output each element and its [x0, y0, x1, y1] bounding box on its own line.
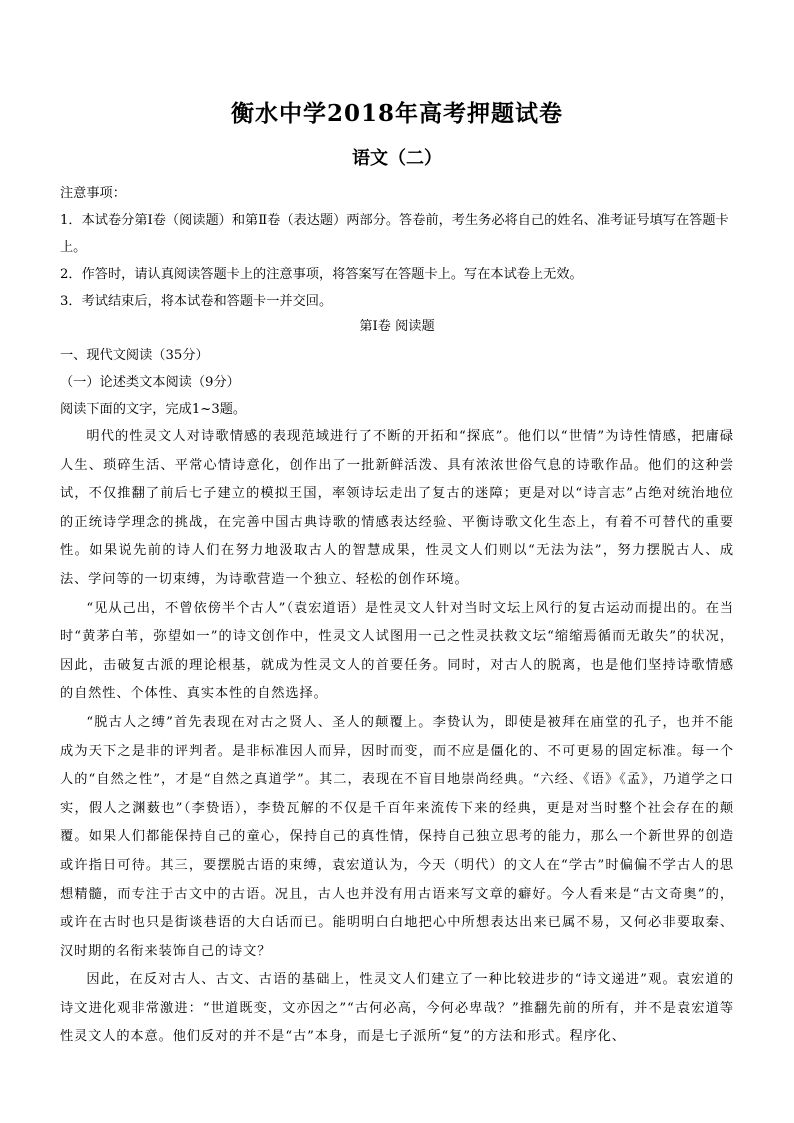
part-title: 一、现代文阅读（35分） [60, 348, 209, 363]
reading-passage [60, 423, 734, 1052]
section-headings [60, 342, 734, 423]
notes-block [60, 180, 734, 315]
passage-paragraph: 因此，在反对古人、古文、古语的基础上，性灵文人们建立了一种比较进步的“诗文递进”观。袁宏道的诗文进化观非常激进：“世道既变，文亦因之”“古何必高，今何必卑哉？”推翻先前的所有，并不是袁宏道等性灵文人的本意。他们反对的并不是“古”本身，而是七子派所“复”的方法和形式。程序化、 [60, 972, 734, 1045]
passage-paragraph: “脱古人之缚”首先表现在对古之贤人、圣人的颠覆上。李贽认为，即使是被拜在庙堂的孔子，也并不能成为天下之是非的评判者。是非标准因人而异，因时而变，而不应是僵化的、不可更易的固定标准。每一个人的“自然之性”，才是“自然之真道学”。其二，表现在不盲目地崇尚经典。“六经、《语》《孟》，乃道学之口实，假人之渊薮也”（李贽语），李贽瓦解的不仅是千百年来流传下来的经典，更是对当时整个社会存在的颠覆。如果人们都能保持自己的童心，保持自己的真性情，保持自己独立思考的能力，那么一个新世界的创造或许指日可待。其三，要摆脱古语的束缚，袁宏道认为，今天（明代）的文人在“学古”时偏偏不学古人的思想精髓，而专注于古文中的古语。况且，古人也并没有用古语来写文章的癖好。今人看来是“古文奇奥”的，或许在古时也只是街谈巷语的大白话而已。能明明白白地把心中所想表达出来已属不易，又何必非要取秦、汉时期的名衔来装饰自己的诗文？ [60, 714, 734, 959]
note-item: 2．作答时，请认真阅读答题卡上的注意事项，将答案写在答题卡上。写在本试卷上无效。 [60, 267, 583, 282]
note-item: 3．考试结束后，将本试卷和答题卡一并交回。 [60, 294, 333, 309]
notes-heading: 注意事项： [60, 186, 126, 201]
page-title: 衡水中学2018年高考押题试卷 [230, 100, 563, 127]
note-item: 1．本试卷分第Ⅰ卷（阅读题）和第Ⅱ卷（表达题）两部分。答卷前，考生务必将自己的姓名、准考证号填写在答题卡上。 [60, 213, 729, 255]
instruction: 阅读下面的文字，完成1~3题。 [60, 402, 247, 417]
volume-title: 第Ⅰ卷 阅读题 [359, 319, 435, 334]
passage-paragraph: “见从己出，不曾依傍半个古人”（袁宏道语）是性灵文人针对当时文坛上风行的复古运动而提出的。在当时“黄茅白苇，弥望如一”的诗文创作中，性灵文人试图用一己之性灵扶救文坛“缩缩焉循而无敢失”的状况，因此，击破复古派的理论根基，就成为性灵文人的首要任务。同时，对古人的脱离，也是他们坚持诗歌情感的自然性、个体性、真实本性的自然选择。 [60, 600, 734, 702]
sub-title: （一）论述类文本阅读（9分） [60, 375, 240, 390]
passage-paragraph: 明代的性灵文人对诗歌情感的表现范域进行了不断的开拓和“探底”。他们以“世情”为诗性情感，把庸碌人生、琐碎生活、平常心情诗意化，创作出了一批新鲜活泼、具有浓浓世俗气息的诗歌作品。他们的这种尝试，不仅推翻了前后七子建立的模拟王国，率领诗坛走出了复古的迷障；更是对以“诗言志”占绝对统治地位的正统诗学理念的挑战，在完善中国古典诗歌的情感表达经验、平衡诗歌文化生态上，有着不可替代的重要性。如果说先前的诗人们在努力地汲取古人的智慧成果，性灵文人们则以“无法为法”，努力摆脱古人、成法、学问等的一切束缚，为诗歌营造一个独立、轻松的创作环境。 [60, 429, 734, 587]
page-subtitle: 语文（二） [352, 148, 442, 169]
